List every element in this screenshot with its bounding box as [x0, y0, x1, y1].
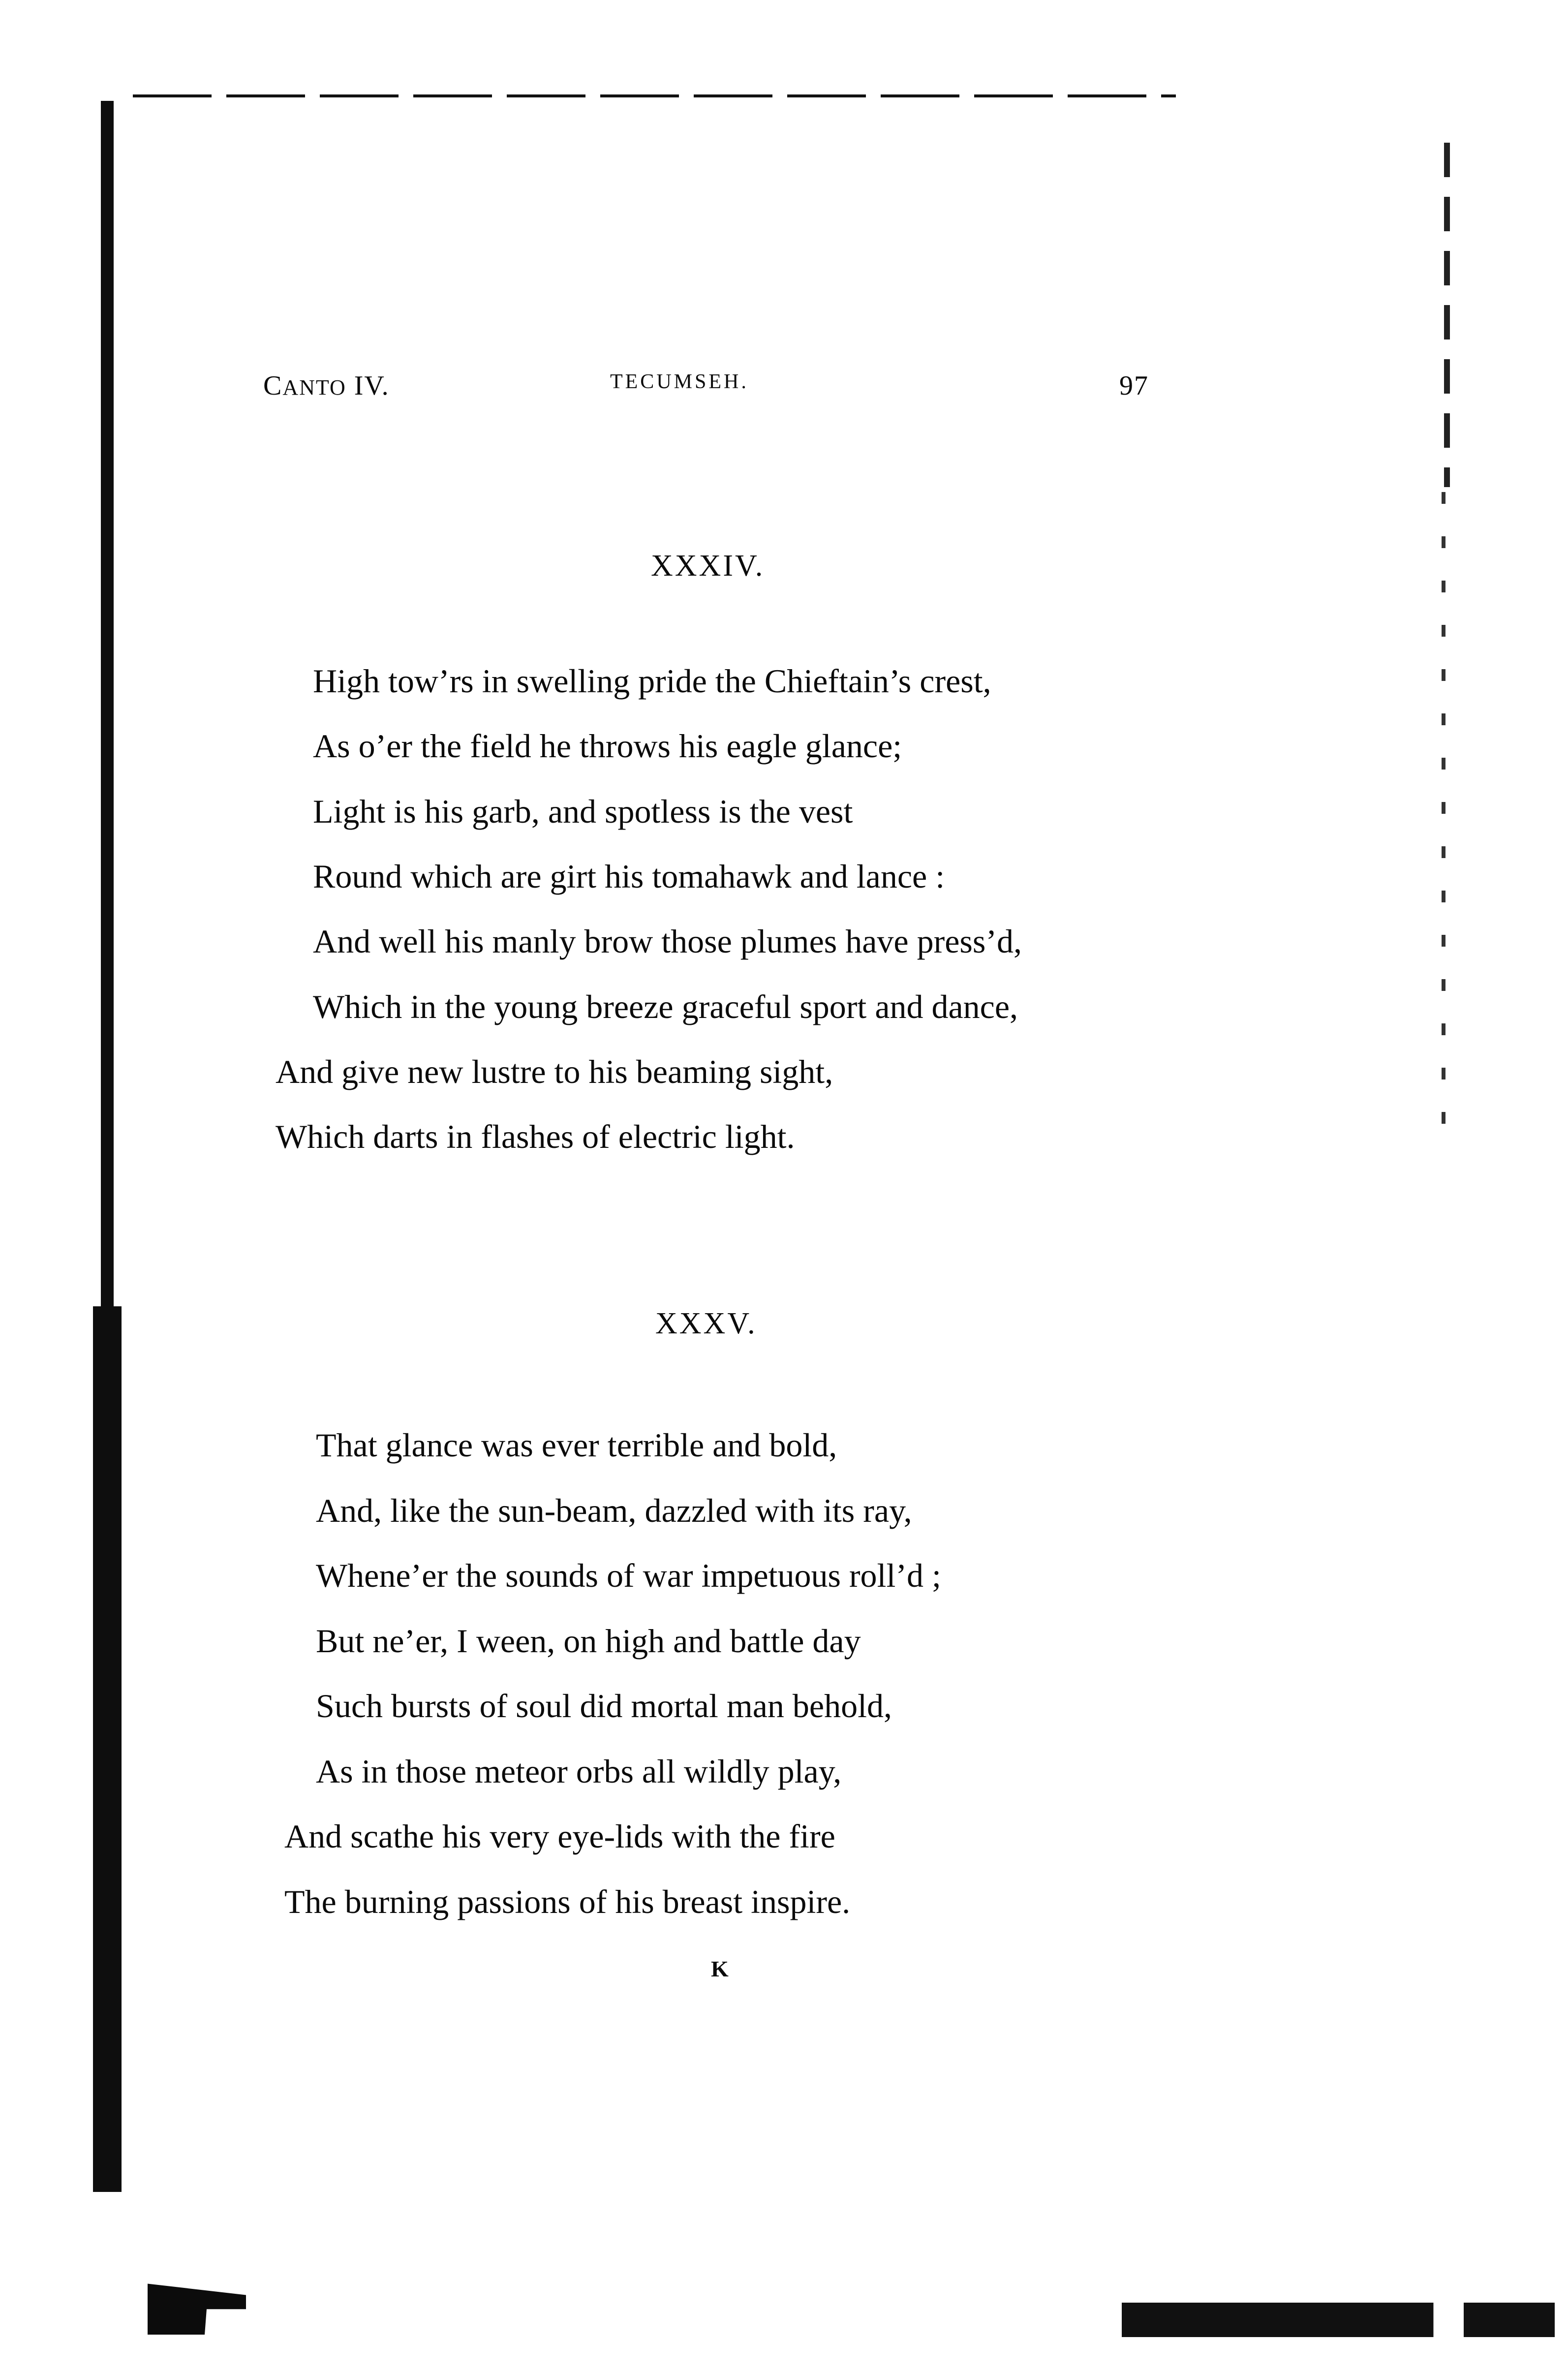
scan-right-edge — [1444, 143, 1450, 487]
verse-line: And scathe his very eye-lids with the fire — [284, 1818, 835, 1855]
verse-line: Which darts in flashes of electric light. — [276, 1118, 795, 1155]
scan-bottom-right-mark — [1122, 2303, 1555, 2337]
verse-line: Light is his garb, and spotless is the vest — [313, 793, 853, 830]
scan-right-edge-lower — [1442, 492, 1445, 1132]
page-number: 97 — [1119, 370, 1149, 401]
verse-line: That glance was ever terrible and bold, — [316, 1426, 837, 1464]
verse-line: High tow’rs in swelling pride the Chieftain’s crest, — [313, 662, 991, 700]
verse-line: Whene’er the sounds of war impetuous roll’d ; — [316, 1557, 941, 1594]
scan-binding-edge — [101, 101, 114, 2182]
verse-line: As in those meteor orbs all wildly play, — [316, 1753, 842, 1790]
verse-line: And, like the sun-beam, dazzled with its ray, — [316, 1492, 912, 1529]
verse-line: But ne’er, I ween, on high and battle day — [316, 1622, 861, 1660]
signature-mark: K — [711, 1956, 729, 1981]
verse-line: Round which are girt his tomahawk and lance : — [313, 858, 945, 895]
scan-top-edge — [133, 94, 1176, 97]
verse-line: Which in the young breeze graceful sport and dance, — [313, 988, 1018, 1025]
running-head-title: TECUMSEH. — [610, 370, 749, 393]
running-head-canto: CANTO IV. — [263, 370, 390, 401]
stanza-number: XXXV. — [655, 1307, 757, 1340]
verse-line: And well his manly brow those plumes have press’d, — [313, 923, 1022, 960]
verse-line: The burning passions of his breast inspire. — [284, 1883, 851, 1920]
scan-bottom-left-mark — [148, 2278, 246, 2335]
verse-line: And give new lustre to his beaming sight, — [276, 1053, 833, 1090]
verse-line: As o’er the field he throws his eagle glance; — [313, 727, 902, 765]
verse-line: Such bursts of soul did mortal man behold, — [316, 1687, 892, 1725]
stanza-number: XXXIV. — [651, 549, 765, 583]
